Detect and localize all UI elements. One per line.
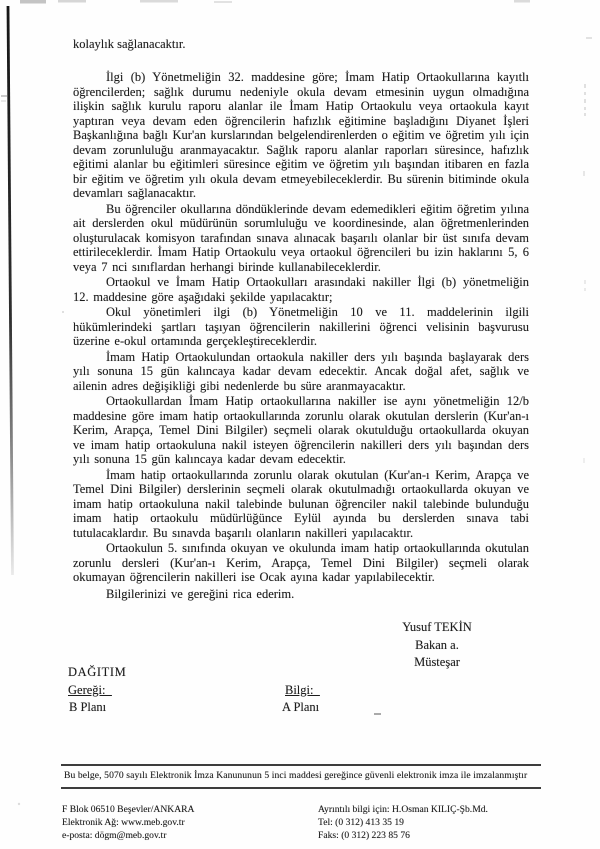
distribution-labels-row — [68, 682, 368, 700]
body-paragraph: Ortaokul ve İmam Hatip Ortaokulları arasındaki nakiller İlgi (b) yönetmeliğin 12. maddesine göre aşağıdaki şekilde yapılacaktır; — [73, 275, 529, 304]
body-paragraph: Ortaokullardan İmam Hatip ortaokullarına nakiller ise aynı yönetmeliğin 12/b maddesine göre imam hatip ortaokullarında zorunlu olarak okutulan derslerin (Kur'an-ı Kerim, Arapça, Temel Dini Bilgiler) seçmeli olarak okutulduğu ortaokullarda okuyan ve imam hatip ortaokuluna nakil isteyen öğrencilerin nakilleri ders yılı başından ders yılı sonuna 15 gün kalıncaya kadar devam edecektir. — [73, 394, 529, 466]
esign-statement-box — [61, 764, 541, 789]
closing-line: Bilgilerinizi ve gereğini rica ederim. — [106, 586, 295, 601]
top-edge-smudge — [514, 0, 530, 3]
signatory-title-line: Müsteşar — [414, 655, 460, 670]
continuation-line: kolaylık sağlanacaktır. — [73, 37, 186, 51]
gereği-label: Gereği: — [68, 682, 106, 697]
bilgi-value: A Planı — [282, 700, 320, 714]
body-paragraph: Ortaokulun 5. sınıfında okuyan ve okulunda imam hatip ortaokullarında okutulan zorunlu dersleri (Kur'an-ı Kerim, Arapça, Temel Dini Bilgiler) seçmeli olarak okumayan öğrencilerin nakilleri ise Ocak ayına kadar yapılabilecektir. — [73, 541, 529, 584]
footer-contact-person: Ayrıntılı bilgi için: H.Osman KILIÇ-Şb.Md. — [318, 804, 488, 815]
letter-body — [73, 70, 529, 602]
signature-block — [352, 619, 522, 672]
body-paragraph: İmam Hatip Ortaokulundan ortaokula nakiller ders yılı başında başlayarak ders yılı sonuna 15 gün kalıncaya kadar devam edecektir. Ancak doğal afet, sağlık ve ailenin adres değişikliği gibi nedenlerde bu süre aranmayacaktır. — [73, 349, 529, 393]
body-paragraph: İmam hatip ortaokullarında zorunlu olarak okutulan (Kur'an-ı Kerim, Arapça ve Temel Dini Bilgiler) derslerinin seçmeli olarak okutulmadığı ortaokullarda okuyan ve imam hatip ortaokuluna nakil talebinde bulunan öğrenciler nakil talebinde bulunduğu imam hatip ortaokulu müdürlüğünce Eylül ayında bu derslerden sınava tabi tutulacaklardır. Bu sınavda başarılı olanların nakilleri yapılacaktır. — [73, 467, 529, 540]
footer-address: F Blok 06510 Beşevler/ANKARA — [62, 804, 195, 815]
top-edge-smudge — [214, 1, 232, 3]
distribution-heading: DAĞITIM — [68, 665, 127, 679]
distribution-values-row — [68, 699, 368, 717]
speck — [62, 311, 64, 313]
bilgi-label: Bilgi: — [285, 682, 314, 697]
speck — [18, 803, 20, 805]
body-paragraph: İlgi (b) Yönetmeliğin 32. maddesine göre; İmam Hatip Ortaokullarına kayıtlı öğrencilerden; sağlık durumu nedeniyle okula devam etmesinin uygun olmadığına ilişkin sağlık kurulu raporu alanlar ile İmam Hatip Ortaokulu veya ortaokula kayıt yaptıran veya devam eden öğrencilerin hafızlık eğitimine başladığını Diyanet İşleri Başkanlığına bağlı Kur'an kurslarından belgelendirenlerden o eğitim ve öğretim yılı için devam zorunluluğu aranmayacaktır. Sağlık raporu alanlar raporları süresince, hafızlık eğitimi alanlar bu eğitimleri süresince eğitim ve öğretim yılı başından itibaren en fazla bir eğitim ve öğretim yılı okula devam etmeyebileceklerdir. Bu sürenin bitiminde okula devamları sağlanacaktır. — [73, 70, 530, 200]
body-paragraph: Okul yönetimleri ilgi (b) Yönetmeliğin 10 ve 11. maddelerinin ilgili hükümlerindeki şartları taşıyan öğrencilerin nakillerini öğrenci velisinin başvurusu üzerine e-okul ortamında gerçekleştireceklerdir. — [73, 305, 529, 348]
gereği-value: B Planı — [69, 700, 107, 714]
signatory-name: Yusuf TEKİN — [402, 620, 472, 634]
body-paragraph: Bu öğrenciler okullarına döndüklerinde devam edemedikleri eğitim öğretim yılına ait derslerden okul müdürünün sorumluluğu ve koordinesinde, alan öğretmenlerinden oluşturulacak komisyon tarafından sınava alınacak başarılı olanlar bir üst sınıfa devam ettirileceklerdir. İmam Hatip Ortaokulu veya ortaokul öğrencileri bu izin haklarını 5, 6 veya 7 nci sınıflardan herhangi birinde kullanabileceklerdir. — [73, 201, 529, 274]
top-edge-smudge — [140, 0, 178, 3]
top-edge-smudge — [58, 0, 86, 3]
footer-phone: Tel: (0 312) 413 35 19 — [318, 817, 404, 828]
esign-statement: Bu belge, 5070 sayılı Elektronik İmza Kanununun 5 inci maddesi gereğince güvenli elektronik imza ile imzalanmıştır — [64, 770, 528, 781]
signatory-title-line: Bakan a. — [415, 637, 459, 652]
footer-fax: Faks: (0 312) 223 85 76 — [318, 830, 410, 841]
footer-right-column — [318, 803, 488, 842]
top-edge-smudge — [20, 0, 46, 4]
footer-left-column — [62, 803, 194, 842]
footer-email: e-posta: dögm@meb.gov.tr — [62, 830, 167, 841]
footer-website: Elektronik Ağ: www.meb.gov.tr — [62, 817, 185, 828]
distribution-heading-row — [68, 664, 368, 682]
left-binding-scan-line — [8, 6, 13, 575]
distribution-block — [68, 664, 368, 717]
